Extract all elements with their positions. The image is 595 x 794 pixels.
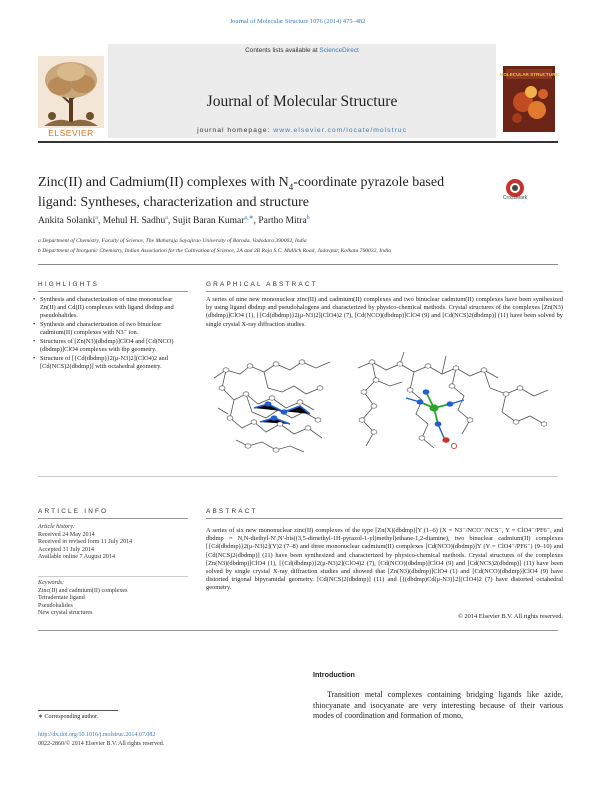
article-history: [38, 524, 188, 562]
keyword-item: Zinc(II) and cadmium(II) complexes: [38, 587, 128, 594]
author-name[interactable]: Sujit Baran Kumar: [172, 216, 245, 227]
elsevier-wordmark: ELSEVIER: [48, 128, 94, 138]
mid-rule: [38, 476, 558, 477]
keyword-item: New crystal structures: [38, 610, 93, 617]
abstract-text: A series of six new mononuclear zinc(II) complexes of the type [Zn(X)(dbdmp)]Y (1–6) (X = N3⁻/NCO⁻/NCS⁻, Y = ClO4⁻/PF6⁻, and dbdmp = N,N-diethyl-N′,N′-bis((3,5-dimethyl-1H-pyrazol-1-yl)methyl)ethane-1,2-diamine), two binuclear cadmium(II) complexes [{Cd(dbdmp)}2(μ-N3)2](Y)2 (7–8) and three mononuclear cadmium(II) complexes [Cd(NCO)(dbdmp)]Y (Y = ClO4⁻/PF6⁻) (9–10) and [Cd(NCS)2(dbdmp)] (11) have been synthesized and characterized by physico-chemical methods. Crystal structures of the complexes [Zn(N3)(dbdmp)]ClO4 (1), [{Cd(dbdmp)}2(μ-N3)2](ClO4)2 (7), [Cd(NCO)(dbdmp)]ClO4 (9) and [Cd(NCS)2(dbdmp)] (11) have been solved by single crystal X-ray diffraction studies and showed that [Zn(N3)(dbdmp)]ClO4 (1) and [Cd(NCO)(dbdmp)]ClO4 (9) have distorted trigonal bipyramidal geometry. [Cd(NCS)2(dbdmp)] (11) and [{(dbdmp)Cd(μ-N3)}2](ClO4)2 (7) have distorted octahedral geometry.: [206, 527, 563, 592]
journal-homepage: [108, 127, 496, 134]
journal-reference-link[interactable]: Journal of Molecular Structure 1076 (2014) 475–482: [229, 18, 366, 25]
title-part-1: Zinc(II) and Cadmium(II) complexes with N: [38, 175, 289, 190]
history-entry: Available online 7 August 2014: [38, 554, 116, 561]
title-part-3: ligand: Syntheses, characterization and structure: [38, 194, 309, 210]
structure-right-bonds: [358, 352, 548, 448]
article-info-rule: [38, 518, 188, 519]
abstract-copyright: © 2014 Elsevier B.V. All rights reserved.: [457, 613, 563, 620]
article-title: [38, 175, 488, 211]
author-affil-marker[interactable]: a: [165, 215, 168, 221]
highlight-item: • Structures of [Zn(N3)(dbdmp)]ClO4 and [Cd(NCO)(dbdmp)]ClO4 complexes with tbp geometry.: [33, 338, 183, 354]
cover-art-icon: [499, 66, 559, 132]
history-entry: Received in revised form 11 July 2014: [38, 539, 133, 546]
abstract-end-rule: [38, 630, 558, 631]
doi-link[interactable]: http://dx.doi.org/10.1016/j.molstruc.2014.07.082: [38, 732, 156, 738]
issn-copyright: 0022-2860/© 2014 Elsevier B.V. All rights reserved.: [38, 741, 165, 747]
author-name[interactable]: Ankita Solanki: [38, 216, 96, 227]
graphical-abstract-heading: GRAPHICAL ABSTRACT: [206, 281, 318, 288]
introduction-heading: Introduction: [313, 670, 355, 679]
highlights-rule: [38, 291, 188, 292]
author-affil-marker[interactable]: b: [306, 215, 310, 221]
highlights-heading: HIGHLIGHTS: [38, 281, 100, 288]
sciencedirect-link[interactable]: ScienceDirect: [319, 47, 359, 54]
contents-prefix: Contents lists available at: [245, 47, 320, 54]
homepage-link[interactable]: www.elsevier.com/locate/molstruc: [273, 127, 407, 134]
abstract-heading: ABSTRACT: [206, 508, 258, 515]
author-affil-marker[interactable]: a: [95, 215, 98, 221]
introduction-text: [313, 690, 563, 722]
crossmark-label: CrossMark: [502, 195, 528, 201]
cover-title: MOLECULAR STRUCTURE: [499, 72, 559, 77]
structure-right-atoms: [359, 360, 547, 440]
structure-right-n-bonds: [406, 398, 464, 438]
affiliation-a: a Department of Chemistry, Faculty of Science, The Maharaja Sayajirao University of Baroda, Vadodara 390002, India: [38, 238, 307, 244]
footnote-rule: [38, 710, 118, 711]
keywords-label: Keywords:: [38, 580, 65, 586]
author-list: Ankita Solanki$^a$, Mehul H. Sadhu$^a$, Sujit Baran Kumar$^{a,∗}$, Partho Mitra$^b$: [38, 215, 310, 227]
affiliation-rule: [38, 264, 558, 265]
author-affil-marker[interactable]: a,∗: [244, 215, 254, 221]
keyword-item: Pseudohalides: [38, 602, 73, 609]
keyword-item: Tetradentate ligand: [38, 595, 85, 602]
history-entry: Received 24 May 2014: [38, 531, 95, 538]
journal-header-banner: [108, 44, 496, 138]
crystal-structure-figure[interactable]: [206, 348, 563, 468]
affiliation-b: b Department of Inorganic Chemistry, Indian Association for the Cultivation of Science, 2A and 2B Raja S.C. Mullick Road, Jadavpur, Kolkata 700032, India: [38, 248, 392, 254]
article-history-label: Article history:: [38, 524, 76, 530]
title-part-2: -coordinate pyrazole based: [293, 175, 445, 190]
title-subscript: 4: [288, 181, 294, 192]
history-entry: Accepted 31 July 2014: [38, 546, 95, 553]
abstract-rule: [206, 518, 563, 519]
author-name[interactable]: Partho Mitra: [258, 216, 307, 227]
elsevier-tree-logo-icon[interactable]: [38, 56, 104, 128]
journal-cover-thumbnail[interactable]: [499, 66, 559, 132]
contents-line: [108, 47, 496, 54]
journal-title[interactable]: Journal of Molecular Structure: [206, 93, 398, 110]
highlight-item: • Synthesis and characterization of nine mononuclear Zn(II) and Cd(II) complexes with ligand dbdmp and pseudohalides.: [33, 296, 183, 321]
highlight-item: • Structure of [{Cd(dbdmp)}2(μ-N3)2](ClO4)2 and [Cd(NCS)2(dbdmp)] with octahedral geometry.: [33, 355, 183, 371]
graphical-abstract-text: A series of nine new mononuclear zinc(II) and cadmium(II) complexes and two binuclear cadmium(II) complexes have been synthesized by using ligand dbdmp and pseudohalogens and characterized by physico-chemical methods. Crystal structures of the complexes [Zn(N3)(dbdmp)]ClO4 (1), [{Cd(dbdmp)}2(μ-N3)2](ClO4)2 (7), [Cd(NCO)(dbdmp)]ClO4 (9) and [Cd(NCS)2(dbdmp)] (11) have been solved by single crystal X-ray diffraction studies.: [206, 296, 563, 328]
article-info-heading: ARTICLE INFO: [38, 508, 109, 515]
highlights-list: [33, 296, 183, 372]
keywords-block: [38, 580, 188, 618]
highlight-item: • Synthesis and characterization of two binuclear cadmium(II) complexes with N3⁻ ion.: [33, 321, 183, 337]
homepage-prefix: journal homepage:: [197, 127, 274, 134]
crossmark-badge[interactable]: [502, 178, 561, 201]
introduction-paragraph: Transition metal complexes containing bridging ligands like azide, thiocyanate and isocyanate are very interesting because of their various modes of coordination and formation of mono,: [313, 690, 563, 721]
author-name[interactable]: Mehul H. Sadhu: [102, 216, 166, 227]
graphical-abstract-rule: [206, 291, 563, 292]
keywords-rule: [38, 576, 188, 577]
header-rule: [38, 141, 558, 143]
corresponding-author-footnote: ∗ Corresponding author.: [38, 714, 99, 720]
